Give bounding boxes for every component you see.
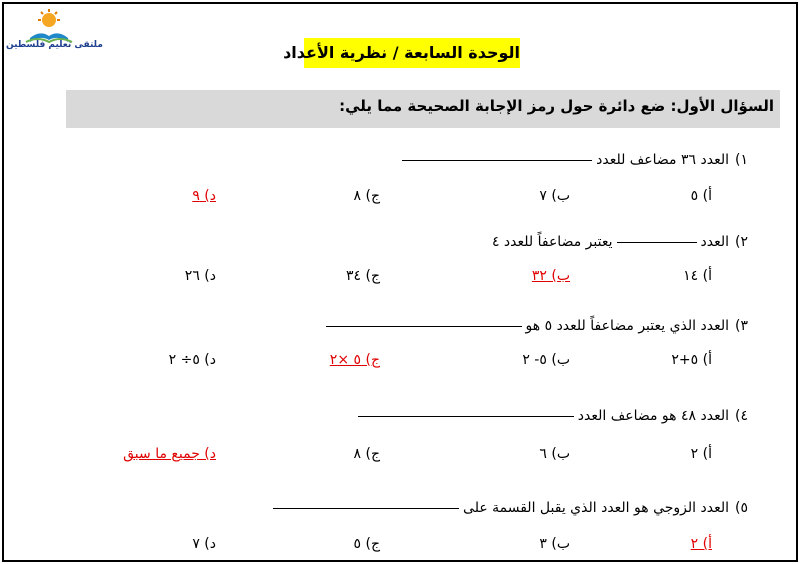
question-3 — [322, 318, 748, 334]
question-number: ١) — [735, 152, 748, 168]
question-text: العدد — [700, 234, 729, 250]
question-5 — [269, 500, 748, 516]
option-d-correct: د) جميع ما سبق — [123, 446, 216, 462]
question-text-after: يعتبر مضاعفاً للعدد ٤ — [491, 234, 613, 250]
option-c-correct: ج) ٥ ×٢ — [329, 352, 380, 368]
question-2 — [492, 234, 748, 250]
question-number: ٤) — [735, 408, 748, 424]
option-b: ب) ٧ — [539, 188, 570, 204]
option-d: د) ٧ — [192, 536, 216, 552]
question-text: العدد الذي يعتبر مضاعفاً للعدد ٥ هو — [525, 318, 729, 334]
option-c: ج) ٣٤ — [346, 268, 380, 284]
option-c: ج) ٥ — [353, 536, 380, 552]
answer-blank — [402, 159, 592, 161]
logo-text: ملتقى تعليم فلسطين — [6, 40, 103, 50]
option-d-correct: د) ٩ — [192, 188, 216, 204]
option-a-correct: أ) ٢ — [690, 536, 712, 552]
option-d: د) ٢٦ — [184, 268, 216, 284]
option-b-correct: ب) ٣٢ — [531, 268, 570, 284]
answer-blank — [326, 325, 522, 327]
option-c: ج) ٨ — [353, 188, 380, 204]
question-4 — [354, 408, 748, 424]
page-border — [2, 2, 798, 562]
option-a: أ) ٢ — [690, 446, 712, 462]
option-c: ج) ٨ — [353, 446, 380, 462]
question-heading: السؤال الأول: ضع دائرة حول رمز الإجابة الصحيحة مما يلي: — [339, 97, 774, 115]
question-number: ٢) — [735, 234, 748, 250]
option-a: أ) ٥+٢ — [671, 352, 712, 368]
answer-blank — [273, 507, 459, 509]
option-a: أ) ١٤ — [683, 268, 712, 284]
option-b: ب) ٥- ٢ — [522, 352, 570, 368]
question-text: العدد الزوجي هو العدد الذي يقبل القسمة على — [463, 500, 729, 516]
option-b: ب) ٣ — [539, 536, 570, 552]
option-d: د) ٥÷ ٢ — [168, 352, 216, 368]
question-text: العدد ٣٦ مضاعف للعدد — [596, 152, 729, 168]
question-number: ٣) — [735, 318, 748, 334]
page-title: الوحدة السابعة / نظرية الأعداد — [304, 38, 520, 68]
option-b: ب) ٦ — [539, 446, 570, 462]
question-text: العدد ٤٨ هو مضاعف العدد — [577, 408, 729, 424]
question-number: ٥) — [735, 500, 748, 516]
option-a: أ) ٥ — [690, 188, 712, 204]
question-1 — [398, 152, 748, 168]
answer-blank — [358, 415, 574, 417]
answer-blank — [617, 241, 697, 243]
